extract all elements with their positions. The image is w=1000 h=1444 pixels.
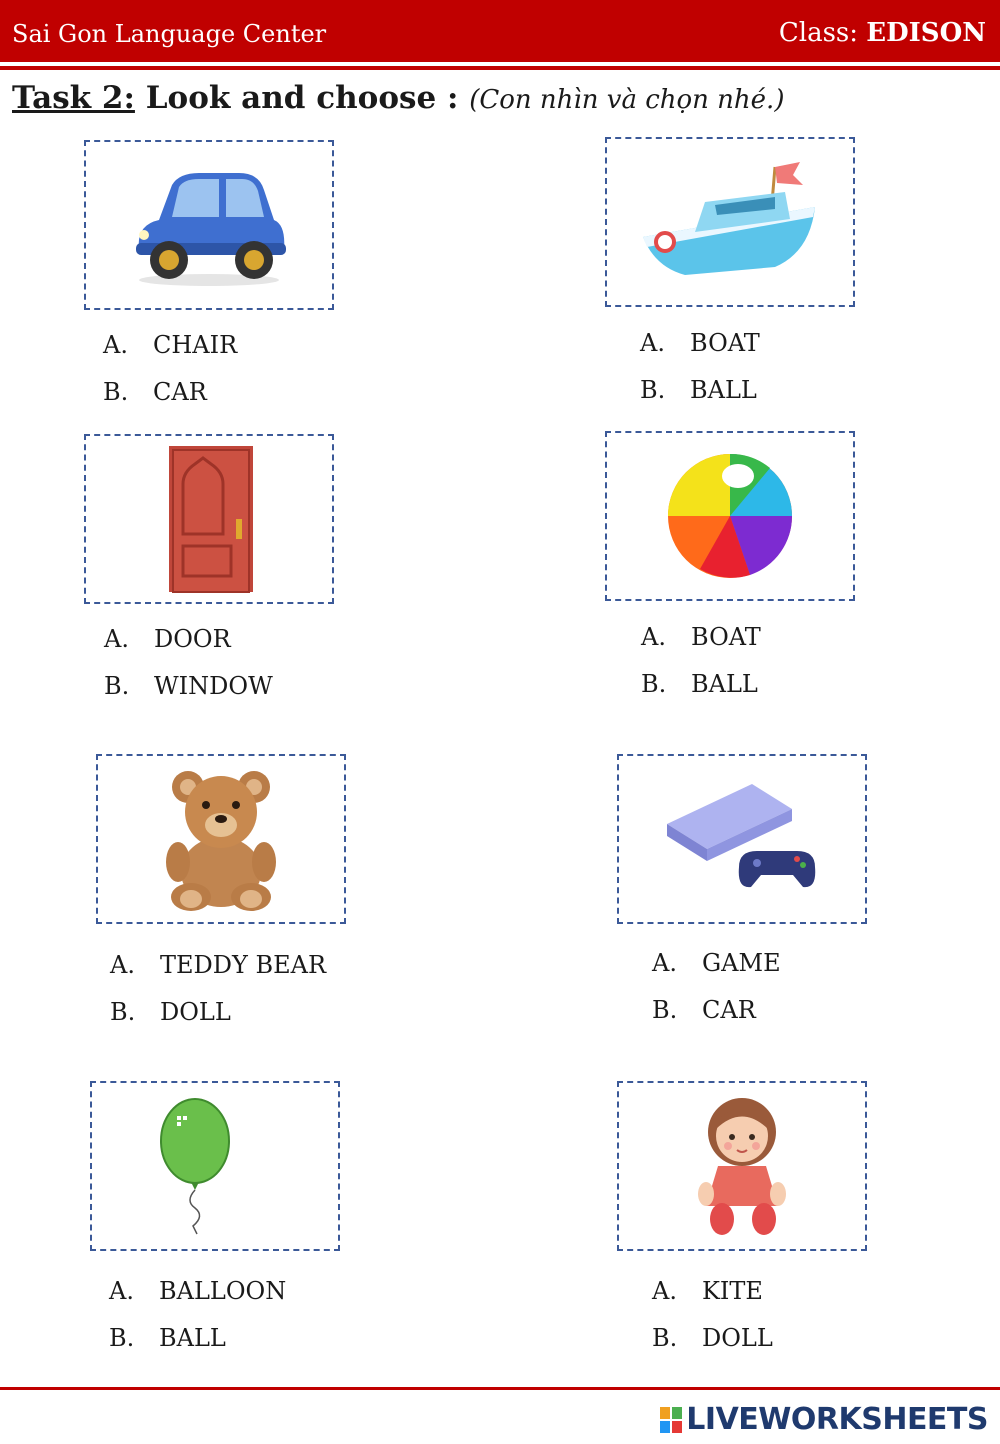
option-b-3[interactable]: B. WINDOW	[104, 672, 273, 700]
option-b-6[interactable]: B. CAR	[652, 996, 756, 1024]
option-b-7[interactable]: B. BALL	[109, 1324, 226, 1352]
picture-box-4	[605, 431, 855, 601]
task-title	[12, 80, 784, 116]
task-subtitle: (Con nhìn và chọn nhé.)	[469, 85, 785, 115]
option-a-8[interactable]: A. KITE	[652, 1277, 763, 1305]
boat-icon	[635, 147, 825, 297]
game-console-icon	[657, 779, 827, 899]
task-number: Task 2:	[12, 80, 135, 116]
option-a-6[interactable]: A. GAME	[652, 949, 781, 977]
balloon-icon	[155, 1096, 275, 1236]
footer-divider	[0, 1387, 1000, 1390]
option-b-8[interactable]: B. DOLL	[652, 1324, 773, 1352]
teddy-bear-icon	[156, 767, 286, 912]
ball-icon	[660, 446, 800, 586]
class-label: Class: EDISON	[778, 18, 986, 48]
option-b-4[interactable]: B. BALL	[641, 670, 758, 698]
option-a-3[interactable]: A. DOOR	[104, 625, 231, 653]
door-icon	[159, 444, 259, 594]
picture-box-5	[96, 754, 346, 924]
picture-box-6	[617, 754, 867, 924]
picture-box-2	[605, 137, 855, 307]
liveworksheets-logo-icon	[660, 1407, 682, 1433]
option-a-1[interactable]: A. CHAIR	[103, 331, 238, 359]
header-bar	[0, 0, 1000, 62]
picture-box-3	[84, 434, 334, 604]
doll-icon	[682, 1094, 802, 1239]
option-b-1[interactable]: B. CAR	[103, 378, 207, 406]
option-b-5[interactable]: B. DOLL	[110, 998, 231, 1026]
brand-logo	[660, 1402, 988, 1437]
option-a-2[interactable]: A. BOAT	[640, 329, 760, 357]
option-a-5[interactable]: A. TEDDY BEAR	[110, 951, 327, 979]
picture-box-1	[84, 140, 334, 310]
option-a-4[interactable]: A. BOAT	[641, 623, 761, 651]
option-b-2[interactable]: B. BALL	[640, 376, 757, 404]
class-name: EDISON	[866, 18, 986, 48]
picture-box-8	[617, 1081, 867, 1251]
picture-box-7	[90, 1081, 340, 1251]
center-name: Sai Gon Language Center	[12, 20, 327, 48]
option-a-7[interactable]: A. BALLOON	[109, 1277, 287, 1305]
car-icon	[124, 155, 294, 295]
header-divider	[0, 66, 1000, 70]
brand-name: LIVEWORKSHEETS	[686, 1402, 988, 1437]
task-heading: Look and choose :	[134, 80, 459, 116]
